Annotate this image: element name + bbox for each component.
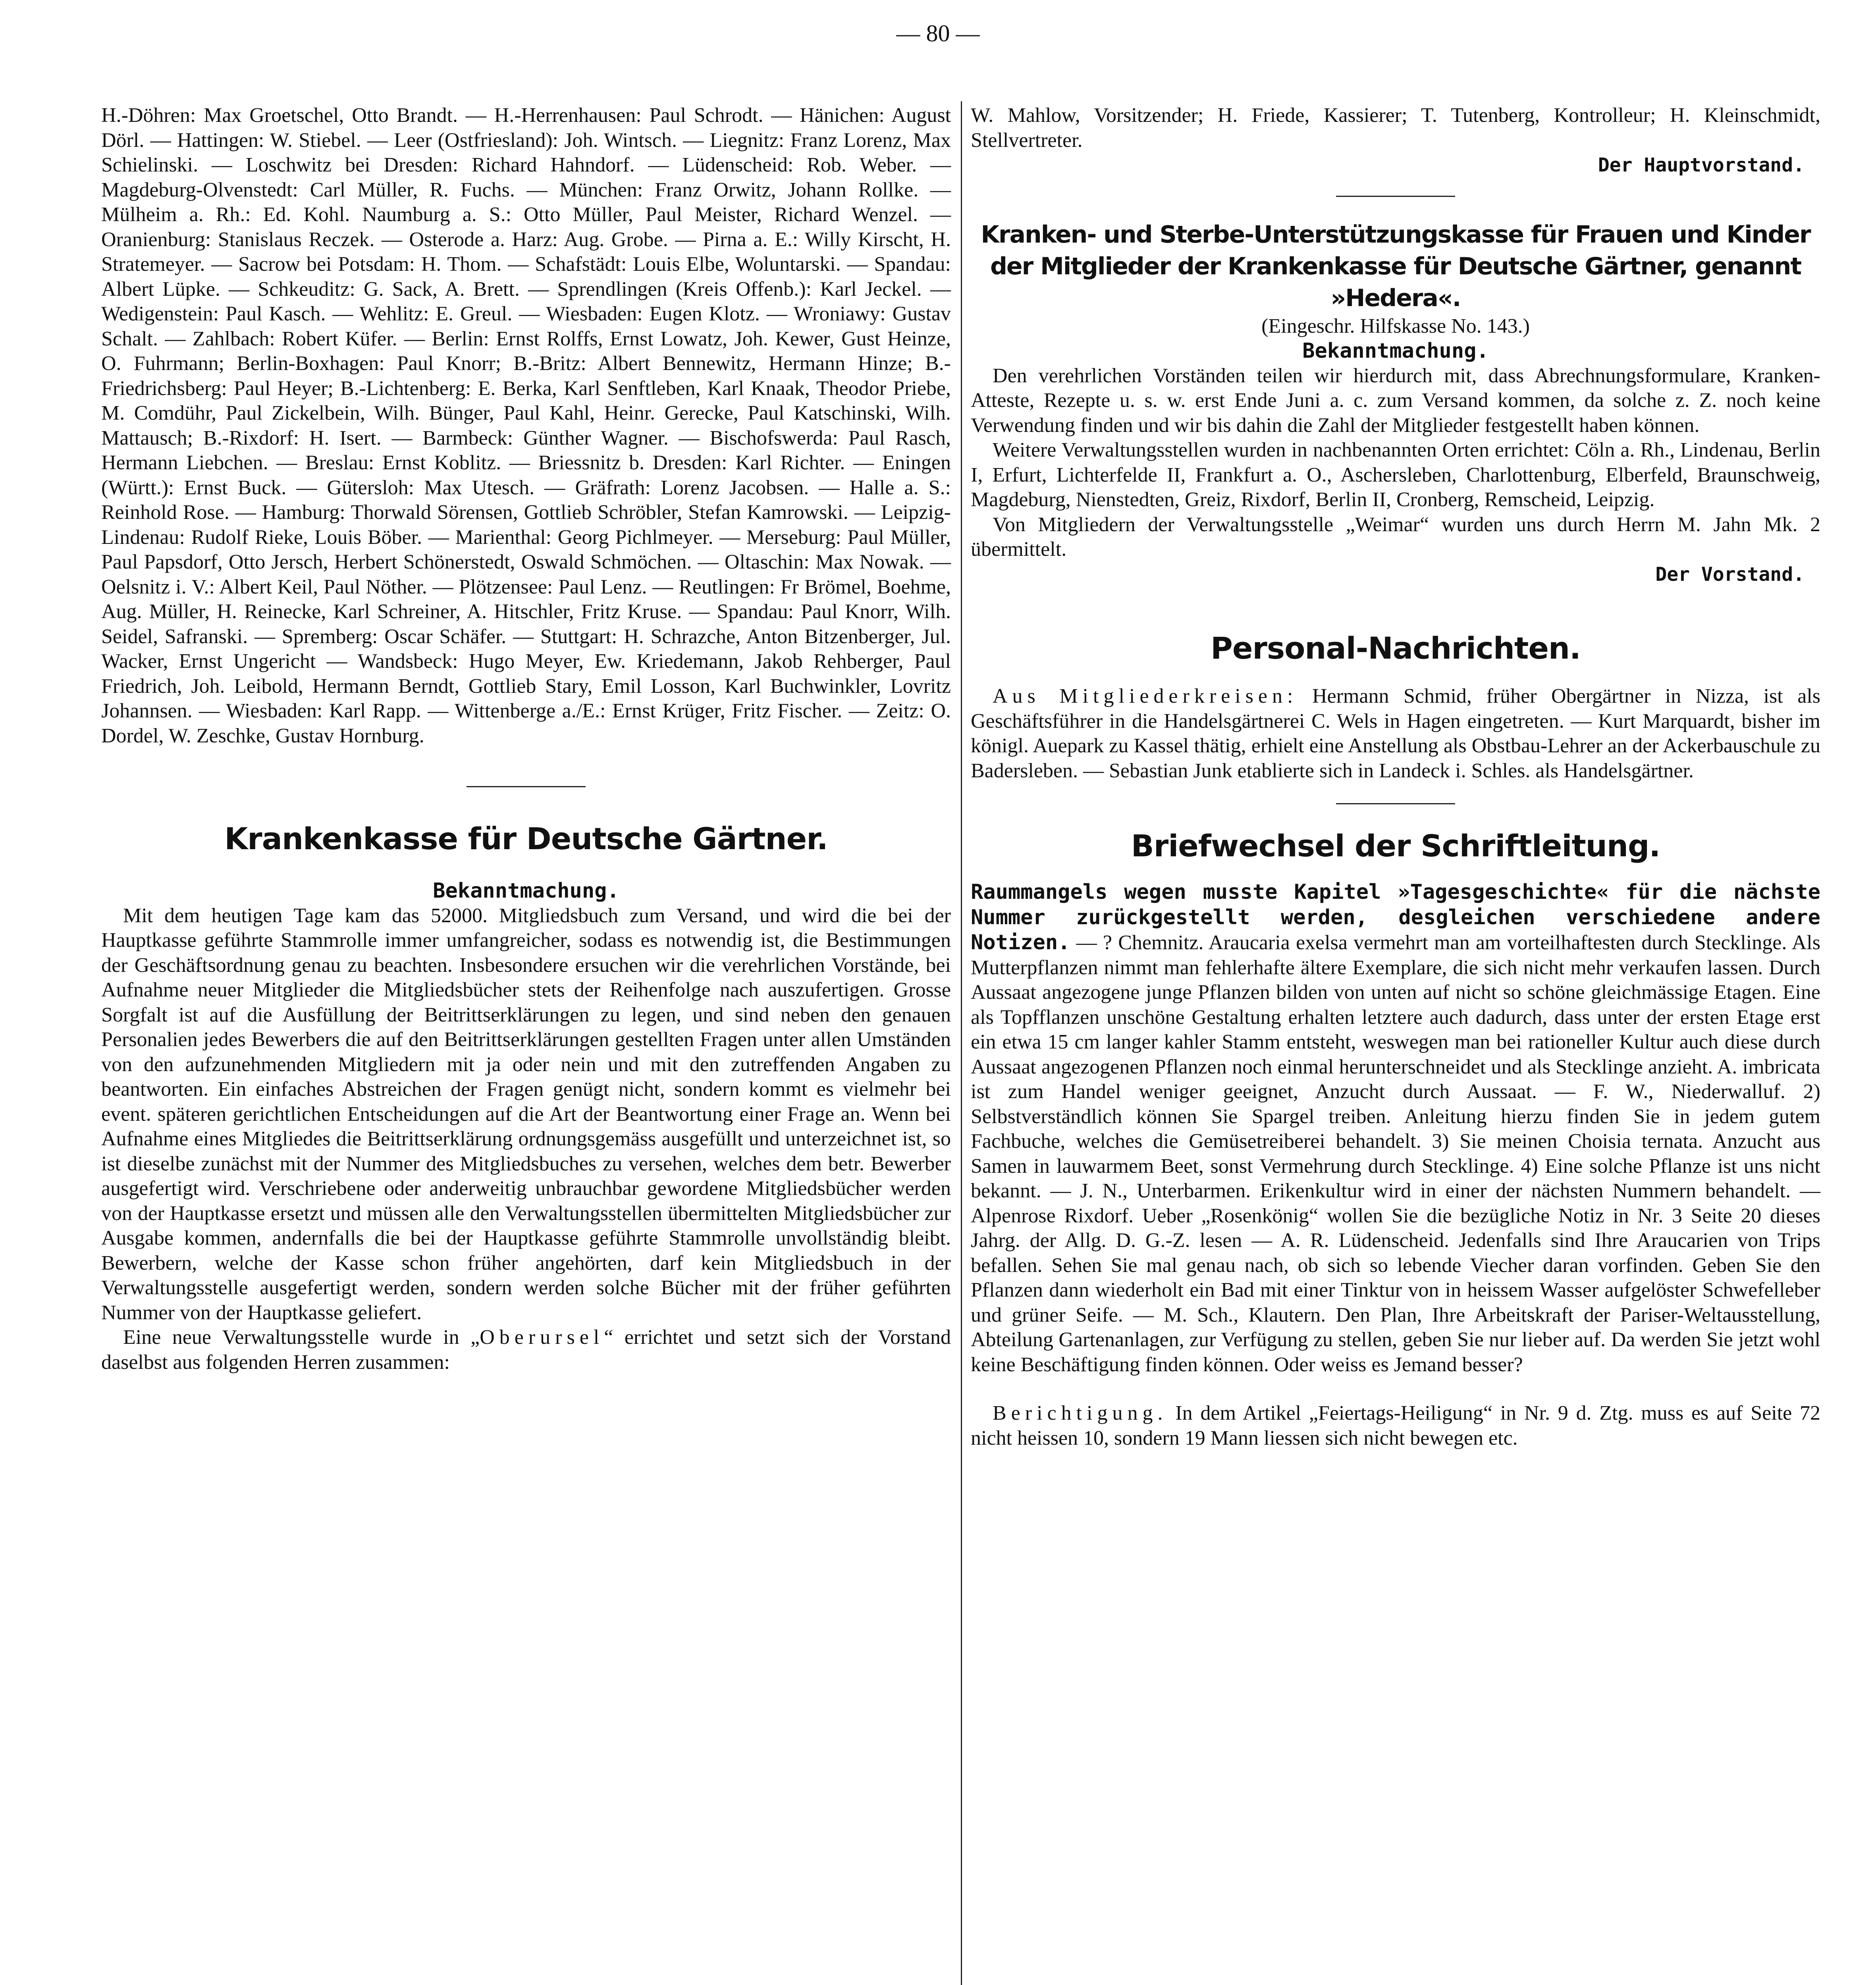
board-signature: Der Hauptvorstand. [1598,154,1805,176]
personal-lead: Aus Mitgliederkreisen: [993,685,1298,707]
announcement-text: Mit dem heutigen Tage kam das 52000. Mitgliedsbuch zum Versand, und wird die bei der Hauptkasse geführte Stammrolle immer umfangreicher, sodass es notwendig ist, die Bestimmungen der Geschäftsordnung genau zu beachten. Insbesondere ersuchen wir die verehrlichen Vorstände, bei Aufnahme neuer Mitglieder die Mitgliedsbücher stets der Reihenfolge nach auszufertigen. Grosse Sorgfalt ist auf die Ausfüllung der Beitrittserklärungen zu legen, und sind neben den genauen Personalien jedes Bewerbers die auf den Beitrittserklärungen gestellten Fragen unter allen Umständen von den aufzunehmenden Mitgliedern mit ja oder nein und mit den zutreffenden Angaben zu beantworten. Ein einfaches Abstreichen der Fragen genügt nicht, sondern kommt es vielmehr bei event. späteren gerichtlichen Entscheidungen auf die Art der Beantwortung einer Frage an. Wenn bei Aufnahme eines Mitgliedes die Beitrittserklärung ordnungsgemäss ausgefüllt und unterzeichnet ist, so ist dieselbe zunächst mit der Nummer des Mitgliedsbuches zu versehen, welches dem betr. Bewerber ausgefertigt wird. Verschriebene oder anderweitig unbrauchbar gewordene Mitgliedsbücher werden von der Hauptkasse ersetzt und müssen alle den Verwaltungsstellen übermittelten Mitgliedsbücher zur Ausgabe kommen, andernfalls die bei der Hauptkasse geführte Stammrolle unvollständig bleibt. Bewerbern, welche der Kasse schon früher angehörten, darf kein Mitgliedsbuch in der Verwaltungsstelle ausgefertigt werden, sondern werden solche Bücher mit der früher geführten Nummer von der Hauptkasse geliefert. [101,904,951,1324]
personal-title: Personal-Nachrichten. [1211,630,1581,666]
oberursel-post: “ errichtet und setzt sich der Vorstand daselbst aus folgenden Herren zusammen: [101,1326,951,1374]
krankenkasse-title: Krankenkasse für Deutsche Gärtner. [224,821,828,856]
briefwechsel-lead: Raummangels wegen musste Kapitel »Tagesgeschichte« für die nächste Nummer zurückgestellt werden, desgleichen verschiedene andere Notizen. [971,880,1820,954]
column-divider [961,101,962,1985]
bekanntmachung-heading: Bekanntmachung. [433,879,619,903]
hedera-signature: Der Vorstand. [1655,563,1805,586]
right-column [971,103,1820,1451]
berichtigung-lead: Berichtigung. [993,1402,1168,1424]
bekanntmachung-heading: Bekanntmachung. [1302,339,1489,363]
page-number: — 80 — [896,20,980,46]
hedera-title: Kranken- und Sterbe-Unterstützungskasse für Frauen und Kinder der Mitglieder der Krankenkasse für Deutsche Gärtner, genannt »Hedera«. [981,220,1810,312]
members-list: H.-Döhren: Max Groetschel, Otto Brandt. — H.-Herrenhausen: Paul Schrodt. — Hänichen: August Dörl. — Hattingen: W. Stiebel. — Leer (Ostfriesland): Joh. Wintsch. — Liegnitz: Franz Lorenz, Max Schielinski. — Loschwitz bei Dresden: Richard Hahndorf. — Lüdenscheid: Rob. Weber. — Magdeburg-Olvenstedt: Carl Müller, R. Fuchs. — München: Franz Orwitz, Johann Rollke. — Mülheim a. Rh.: Ed. Kohl. Naumburg a. S.: Otto Müller, Paul Meister, Richard Wenzel. — Oranienburg: Stanislaus Reczek. — Osterode a. Harz: Aug. Grobe. — Pirna a. E.: Willy Kirscht, H. Stratemeyer. — Sacrow bei Potsdam: H. Thom. — Schafstädt: Louis Elbe, Woluntarski. — Spandau: Albert Lüpke. — Schkeuditz: G. Sack, A. Brett. — Sprendlingen (Kreis Offenb.): Karl Jeckel. — Wedigenstein: Paul Kasch. — Wehlitz: E. Greul. — Wiesbaden: Eugen Klotz. — Wroniawy: Gustav Schalt. — Zahlbach: Robert Küfer. — Berlin: Ernst Rolffs, Ernst Lowatz, Joh. Kewer, Gust Heinze, O. Fuhrmann; Berlin-Boxhagen: Paul Knorr; B.-Britz: Albert Bennewitz, Hermann Hinze; B.-Friedrichsberg: Paul Heyer; B.-Lichtenberg: E. Berka, Karl Senftleben, Karl Knaak, Theodor Priebe, M. Comdühr, Paul Zickelbein, Wilh. Bünger, Paul Kahl, Heinr. Gerecke, Paul Katschinski, Wilh. Mattausch; B.-Rixdorf: H. Isert. — Barmbeck: Günther Wagner. — Bischofswerda: Paul Rasch, Hermann Liebchen. — Breslau: Ernst Koblitz. — Briessnitz b. Dresden: Karl Richter. — Eningen (Württ.): Ernst Buck. — Gütersloh: Max Utesch. — Gräfrath: Lorenz Jacobsen. — Halle a. S.: Reinhold Rose. — Hamburg: Thorwald Sörensen, Gottlieb Schröbler, Stefan Kamrowski. — Leipzig-Lindenau: Rudolf Rieke, Louis Böber. — Marienthal: Georg Pichlmeyer. — Merseburg: Paul Müller, Paul Papsdorf, Otto Jersch, Herbert Schönerstedt, Oswald Schmöchen. — Oltaschin: Max Nowak. — Oelsnitz i. V.: Albert Keil, Paul Nöther. — Plötzensee: Paul Lenz. — Reutlingen: Fr Brömel, Boehme, Aug. Müller, H. Reinecke, Karl Schreiner, A. Hitschler, Fritz Kruse. — Spandau: Paul Knorr, Wilh. Seidel, Safranski. — Spremberg: Oscar Schäfer. — Stuttgart: H. Schrazche, Anton Bitzenberger, Jul. Wacker, Ernst Ungericht — Wandsbeck: Hugo Meyer, Ew. Kriedemann, Jakob Rehberger, Paul Friedrich, Joh. Leibold, Hermann Berndt, Gottlieb Stary, Emil Losson, Karl Buchwinkler, Lovritz Johannsen. — Wiesbaden: Karl Rapp. — Wittenberge a./E.: Ernst Krüger, Fritz Fischer. — Zeitz: O. Dordel, W. Zeschke, Gustav Hornburg. [101,104,951,747]
briefwechsel-title: Briefwechsel der Schriftleitung. [1131,828,1660,863]
berichtigung-text: In dem Artikel „Feiertags-Heiligung“ in Nr. 9 d. Ztg. muss es auf Seite 72 nicht heissen 10, sondern 19 Mann liessen sich nicht bewegen etc. [971,1402,1820,1449]
personal-text: Hermann Schmid, früher Obergärtner in Nizza, ist als Geschäftsführer in die Handelsgärtnerei C. Wels in Hagen eingetreten. — Kurt Marquardt, bisher im königl. Auepark zu Kassel thätig, erhielt eine Anstellung als Obstbau-Lehrer an der Ackerbauschule zu Badersleben. — Sebastian Junk etablierte sich in Landeck i. Schles. als Handelsgärtner. [971,685,1821,782]
hedera-paragraph-3: Von Mitgliedern der Verwaltungsstelle „Weimar“ wurden uns durch Herrn M. Jahn Mk. 2 übermittelt. [971,513,1820,561]
oberursel-paragraph [101,1325,951,1375]
oberursel-name: Oberursel [480,1326,604,1349]
berichtigung-paragraph [971,1401,1820,1451]
board-text: W. Mahlow, Vorsitzender; H. Friede, Kassierer; T. Tutenberg, Kontrolleur; H. Kleinschmidt, Stellvertreter. [971,104,1820,152]
left-column [101,103,951,1375]
oberursel-pre: Eine neue Verwaltungsstelle wurde in „ [123,1326,480,1349]
hedera-subtitle: (Eingeschr. Hilfskasse No. 143.) [1261,314,1530,337]
briefwechsel-text: — ? Chemnitz. Araucaria exelsa vermehrt man am vorteilhaftesten durch Stecklinge. Als Mutterpflanzen nimmt man fehlerhafte ältere Exemplare, die sich nicht mehr verkaufen lassen. Durch Aussaat angezogene junge Pflanzen bilden von unten auf nicht so schöne gleichmässige Etagen. Eine als Topfflanzen unschöne Gestaltung erhalten letztere auch dadurch, dass unter der ersten Etage erst ein etwa 15 cm langer kahler Stamm entsteht, weswegen man bei rationeller Kultur auch diese durch Aussaat angezogenen Pflanzen noch einmal herunterschneidet und als Stecklinge anzieht. A. imbricata ist zum Handel weniger geeignet, Anzucht durch Aussaat. — F. W., Niederwalluf. 2) Selbstverständlich können Sie Spargel treiben. Anleitung hierzu finden Sie in jedem gutem Fachbuche, welches die Gemüsetreiberei behandelt. 3) Sie meinen Choisia ternata. Anzucht aus Samen in lauwarmem Beet, sonst Vermehrung durch Stecklinge. 4) Eine solche Pflanze ist uns nicht bekannt. — J. N., Unterbarmen. Erikenkultur wird in einer der nächsten Nummern behandelt. — Alpenrose Rixdorf. Ueber „Rosenkönig“ wollen Sie die bezügliche Notiz in Nr. 3 Seite 20 dieses Jahrg. der Allg. D. G.-Z. lesen — A. R. Lüdenscheid. Jedenfalls sind Ihre Araucarien von Trips befallen. Sehen Sie mal genau nach, ob sich so lebende Viecher daran vorfinden. Geben Sie den Pflanzen dann wiederholt ein Bad mit einer Tinktur von in heissem Wasser aufgelöster Schwefelleber und grüner Seife. — M. Sch., Klautern. Den Plan, Ihre Arbeitskraft der Pariser-Weltausstellung, Abteilung Gartenanlagen, zur Verfügung zu stellen, geben Sie nur lieber auf. Da werden Sie jetzt wohl keine Beschäftigung finden können. Oder weiss es Jemand besser? [971,931,1820,1376]
hedera-paragraph-1: Den verehrlichen Vorständen teilen wir hierdurch mit, dass Abrechnungsformulare, Kranken-Atteste, Rezepte u. s. w. erst Ende Juni a. c. zum Versand kommen, da solche z. Z. noch keine Verwendung finden und wir bis dahin die Zahl der Mitglieder festgestellt haben können. [971,364,1820,437]
briefwechsel-paragraph [971,880,1820,1377]
hedera-paragraph-2: Weitere Verwaltungsstellen wurden in nachbenannten Orten errichtet: Cöln a. Rh., Lindenau, Berlin I, Erfurt, Lichterfelde II, Frankfurt a. O., Aschersleben, Charlottenburg, Elberfeld, Braunschweig, Magdeburg, Nienstedten, Greiz, Rixdorf, Berlin II, Cronberg, Remscheid, Leipzig. [971,439,1820,511]
personal-paragraph [971,684,1820,783]
